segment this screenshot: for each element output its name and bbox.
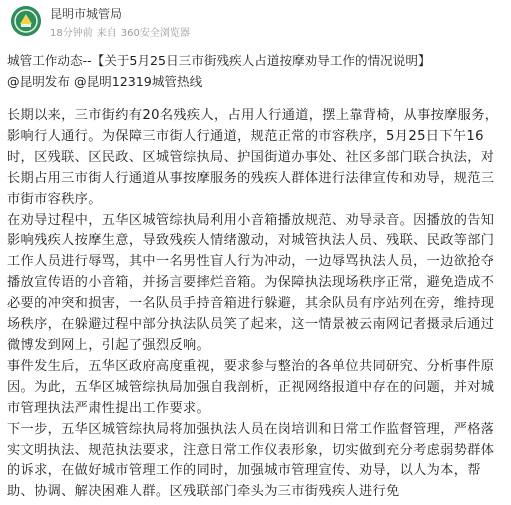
post-paragraph: 在劝导过程中，五华区城管综执局利用小音箱播放规范、劝导录音。因播放的告知影响残疾人按摩生意，导致残疾人情绪激动，对城管执法人员、残联、民政等部门工作人员进行辱骂，其中一名男性盲人行为冲动，一边辱骂执法人员，一边欲抢夺播放宣传语的小音箱，并扬言要摔烂音箱。为保障执法现场秩序正常，避免造成不必要的冲突和损害，一名队员手持音箱进行躲避，其余队员有序站列在旁，维持现场秩序，在躲避过程中部分执法队员笑了起来，这一情景被云南网记者摄录后通过微博发到网上，引起了强烈反响。 — [7, 212, 495, 353]
account-name[interactable]: 昆明市城管局 — [50, 7, 123, 21]
post-time[interactable]: 18分钟前 — [50, 28, 93, 39]
post-paragraph: 长期以来，三市街约有20名残疾人，占用人行通道，摆上靠背椅，从事按摩服务，影响行人通行。为保障三市街人行通道，规范正常的市容秩序，5月25日下午16时，区残联、区民政、区城管综执局、护国街道办事处、社区多部门联合执法，对长期占用三市街人行通道从事按摩服务的残疾人群体进行法律宣传和劝导，规范三市街市容秩序。 — [7, 108, 499, 207]
account-avatar[interactable] — [11, 6, 41, 36]
post-body — [7, 106, 507, 503]
post-paragraph: 事件发生后，五华区政府高度重视，要求参与整治的各单位共同研究、分析事件原因。为此，五华区城管综执局加强自我剖析，正视网络报道中存在的问题，并对城市管理执法严肃性提出工作要求。 — [7, 358, 495, 416]
post-header — [0, 0, 511, 44]
post-title: 城管工作动态--【关于5月25日三市街残疾人占道按摩劝导工作的情况说明】 — [7, 53, 431, 68]
badge-logo-icon — [11, 6, 41, 36]
post-mentions[interactable]: @昆明发布 @昆明12319城管热线 — [7, 74, 203, 89]
post-meta — [50, 24, 194, 39]
source-name[interactable]: 360安全浏览器 — [120, 28, 190, 39]
source-prefix: 来自 — [96, 28, 117, 39]
post-paragraph: 下一步，五华区城管综执局将加强执法人员在岗培训和日常工作监督管理，严格落实文明执法、规范执法要求，注意日常工作仪表形象，切实做到充分考虑弱势群体的诉求，在做好城市管理工作的同时，加强城市管理宣传、劝导，以人为本，帮助、协调、解决困难人群。区残联部门牵头为三市街残疾人进行免 — [7, 421, 495, 500]
